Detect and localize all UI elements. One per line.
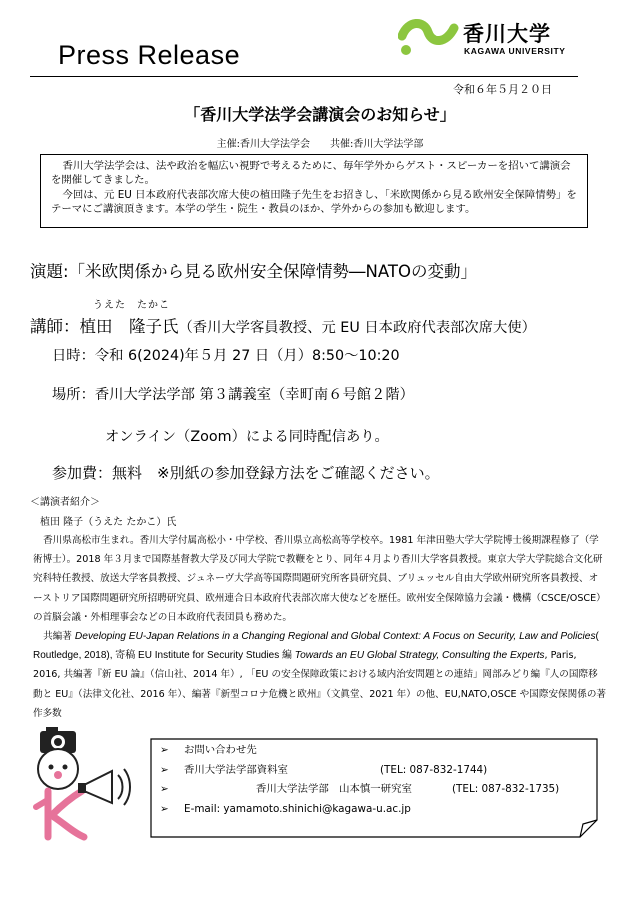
bio-p2-mid: ( Routledge, 2018), 寄稿 EU Institute for Security Studies 編 <box>33 631 599 662</box>
lecture-topic: 演題:「米欧関係から見る欧州安全保障情勢―NATOの変動」 <box>30 262 477 281</box>
fee-line: 参加費：無料 ※別紙の参加登録方法をご確認ください。 <box>52 464 440 482</box>
contact-office-row <box>160 761 559 781</box>
lecturer-affiliation: （香川大学客員教授、元 EU 日本政府代表部次席大使） <box>178 320 536 336</box>
bio-name: 植田 隆子（うえた たかこ）氏 <box>40 517 177 528</box>
contact-office-tel: (TEL: 087-832-1744) <box>380 763 488 776</box>
event-place: 場所：香川大学法学部 第３講義室（幸町南６号館２階） <box>52 387 414 403</box>
contact-office: 香川大学法学部資料室 <box>184 763 288 776</box>
contact-email[interactable]: E-mail: yamamoto.shinichi@kagawa-u.ac.jp <box>184 802 411 815</box>
lecturer-line <box>30 313 536 337</box>
issue-date: 令和６年５月２０日 <box>453 83 552 96</box>
bio-paragraph <box>33 627 607 723</box>
intro-box <box>40 154 588 228</box>
contact-heading-row <box>160 741 559 761</box>
bullet-arrow-icon: ➢ <box>160 763 169 776</box>
contact-email-row <box>160 800 559 820</box>
contact-lab-row <box>160 780 559 800</box>
mascot-illustration-icon <box>22 725 142 845</box>
lecturer-label: 講師： <box>30 317 80 336</box>
bio-paragraph: 香川県高松市生まれ。香川大学付属高松小・中学校、香川県立高松高等学校卒。1981 年津田塾大学大学院博士後期課程修了（学術博士）。2018 年３月まで国際基督教大学及び同大学院で教鞭をとり、同年４月より香川大学客員教授。東京大学大学院総合文化研究科特任教授、放送大学客員教授、ジュネーヴ大学高等国際問題研究所客員研究員、ブリュッセル自由大学欧州研究所客員教授、オーストリア国際問題研究所招聘研究員、欧州連合日本政府代表部次席大使などを歴任。欧州安全保障協力会議・機構（CSCE/OSCE）の首脳会議・外相理事会などの日本政府代表団員も務めた。 <box>33 535 606 623</box>
university-name-en: KAGAWA UNIVERSITY <box>464 46 566 56</box>
bio-text <box>33 531 607 723</box>
intro-paragraph: 香川大学法学会は、法や政治を幅広い視野で考えるために、毎年学外からゲスト・スピーカーを招いて講演会を開催してきました。 <box>51 160 571 187</box>
event-datetime: 日時：令和 6(2024)年５月 27 日（月）8:50～10:20 <box>52 348 400 364</box>
bullet-arrow-icon: ➢ <box>160 783 169 796</box>
lecturer-ruby: うえた たかこ <box>93 300 170 311</box>
page-title: 「香川大学法学会講演会のお知らせ」 <box>184 105 456 124</box>
press-release-heading: Press Release <box>58 40 241 70</box>
bullet-arrow-icon: ➢ <box>160 802 169 815</box>
contact-info <box>160 741 559 819</box>
bullet-arrow-icon: ➢ <box>160 744 169 756</box>
intro-paragraph: 今回は、元 EU 日本政府代表部次席大使の植田隆子先生をお招きし、「米欧関係から見る欧州安全保障情勢」をテーマにご講演頂きます。本学の学生・院生・教員のほか、学外からの参加も歓迎します。 <box>51 188 577 216</box>
contact-lab: 香川大学法学部 山本慎一研究室 <box>256 783 412 796</box>
book-title-1: Developing EU-Japan Relations in a Changing Regional and Global Context: A Focus on Security, Law and Policies <box>74 631 596 643</box>
online-note: オンライン（Zoom）による同時配信あり。 <box>105 429 389 445</box>
bio-p2-lead: 共編著 <box>43 631 75 643</box>
contact-lab-tel: (TEL: 087-832-1735) <box>452 783 560 796</box>
lecturer-name: 植田 隆子氏 <box>79 317 179 336</box>
header-rule <box>30 76 578 77</box>
host-line: 主催:香川大学法学会 共催:香川大学法学部 <box>216 139 424 150</box>
bio-heading: ＜講演者紹介＞ <box>30 497 100 508</box>
bio-p2-tail: , Paris, 2016, 共編著『新 EU 論』（信山社、2014 年）, 「EU の安全保障政策における域内治安問題との連結」岡部みどり編『人の国際移動と EU』（法律文化社、2016 年）、編著『新型コロナ危機と欧州』（文眞堂、2021 年）の他、EU,NATO,OSCE や国際安保関係の著作多数 <box>33 650 607 719</box>
contact-heading: お問い合わせ先 <box>184 744 257 756</box>
book-title-2: Towards an EU Global Strategy, Consulting the Experts <box>294 650 545 662</box>
university-name-jp: 香川大学 <box>463 22 551 46</box>
